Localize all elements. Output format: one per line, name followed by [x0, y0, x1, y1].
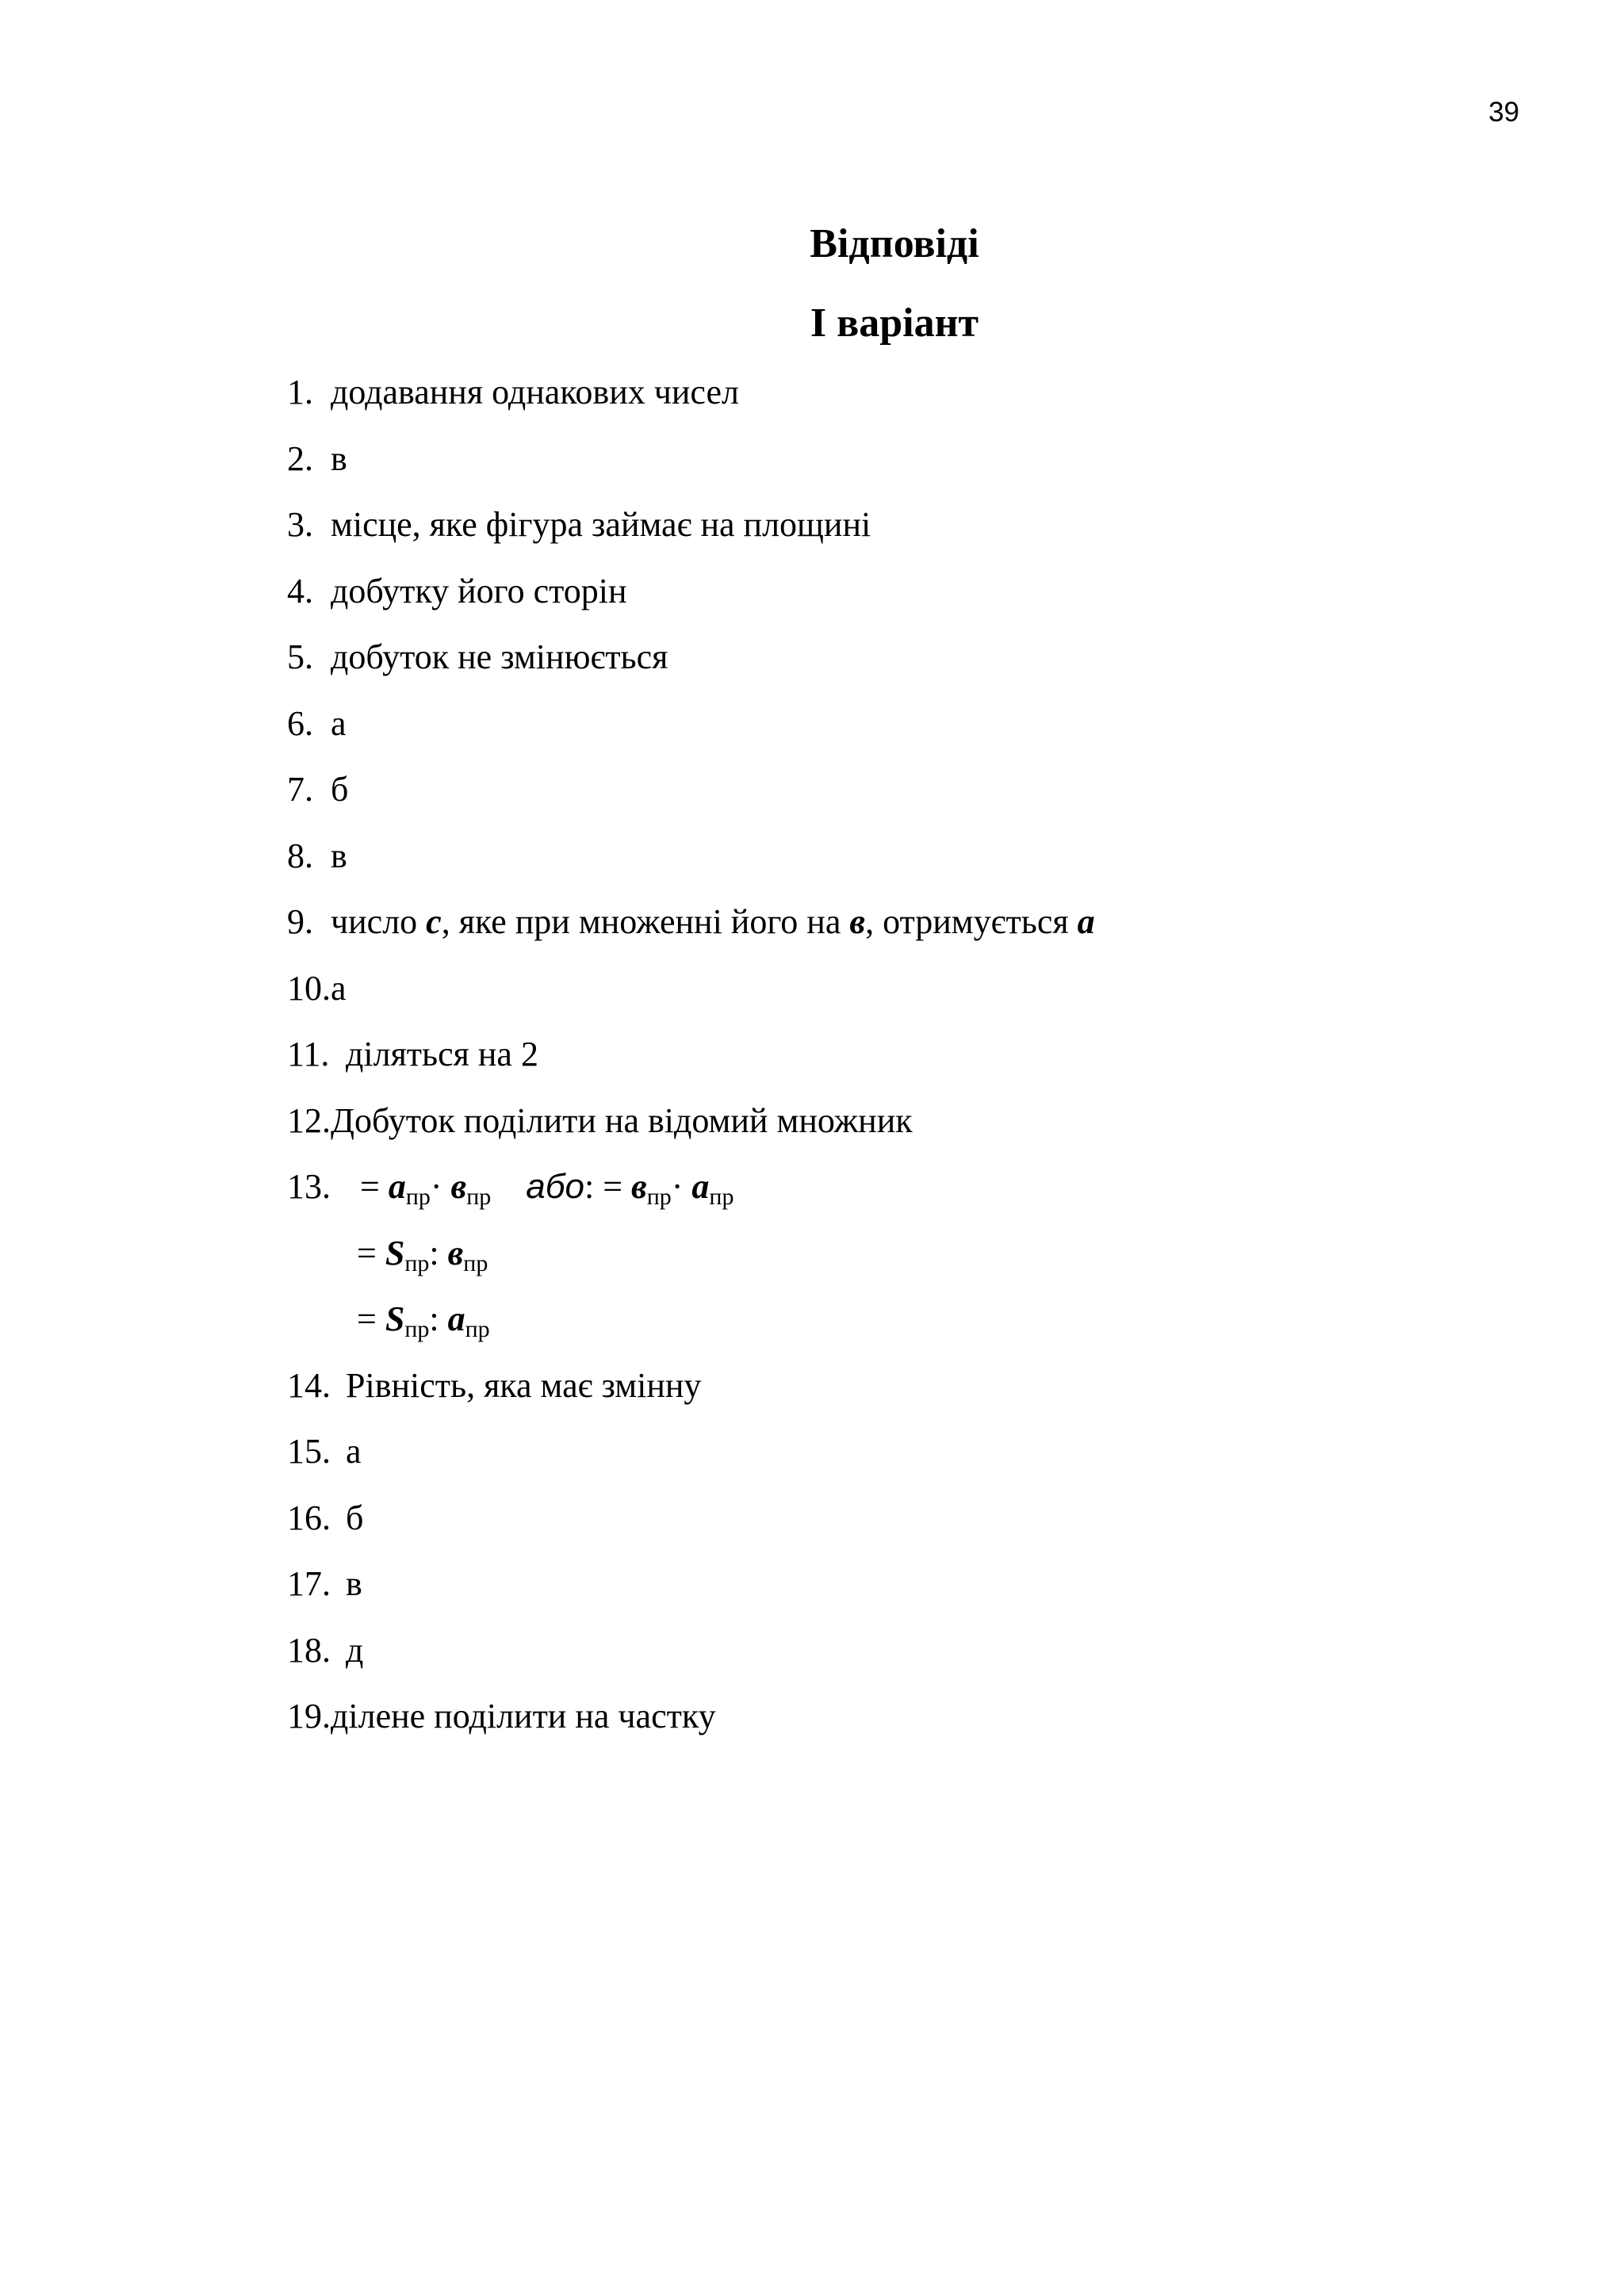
- formula-variable: а: [447, 1299, 465, 1338]
- formula-subscript: пр: [466, 1184, 492, 1210]
- formula-variable: а: [388, 1167, 406, 1206]
- answer-number: 3.: [287, 505, 313, 544]
- answer-number: 8.: [287, 836, 313, 875]
- answer-item-13-line-2: [287, 1227, 1095, 1294]
- answer-text: додавання однакових чисел: [331, 373, 739, 411]
- answer-text: Рівність, яка має змінну: [346, 1365, 702, 1405]
- answer-number: 19.: [287, 1697, 331, 1735]
- answer-item-17: [287, 1558, 1095, 1624]
- answer-text: добуток не змінюється: [331, 637, 668, 676]
- formula-subscript: пр: [404, 1316, 430, 1342]
- answer-number: 16.: [287, 1498, 331, 1537]
- formula-subscript: пр: [405, 1184, 431, 1210]
- formula-equals: =: [357, 1299, 385, 1338]
- answer-text: а: [331, 968, 347, 1008]
- formula-subscript: пр: [463, 1249, 488, 1276]
- answer-number: 13.: [287, 1167, 331, 1206]
- answer-item-13: [287, 1161, 1095, 1227]
- answers-list: [287, 366, 1095, 1757]
- answer-item-6: [287, 698, 1095, 764]
- answer-item-1: [287, 366, 1095, 433]
- formula-equals: =: [360, 1167, 389, 1206]
- formula-operator: ·: [671, 1167, 692, 1206]
- answer-item-2: [287, 433, 1095, 499]
- answer-text: д: [346, 1630, 364, 1670]
- formula-variable: в: [631, 1167, 647, 1206]
- answer-item-16: [287, 1492, 1095, 1559]
- formula-operator: :: [429, 1233, 448, 1272]
- formula-variable: S: [385, 1299, 405, 1338]
- answer-number: 7.: [287, 770, 313, 809]
- formula-variable: а: [691, 1167, 710, 1206]
- formula-subscript: пр: [404, 1249, 430, 1276]
- answer-number: 2.: [287, 438, 313, 478]
- answer-item-11: [287, 1028, 1095, 1095]
- answer-item-7: [287, 763, 1095, 830]
- answer-text: в: [346, 1564, 362, 1603]
- answer-item-12: [287, 1095, 1095, 1161]
- answer-text: , отримується: [865, 902, 1078, 941]
- answer-number: 17.: [287, 1564, 331, 1603]
- answer-item-14: [287, 1360, 1095, 1426]
- answer-text: ділене поділити на частку: [331, 1697, 716, 1735]
- answer-number: 15.: [287, 1432, 331, 1471]
- variable-a: а: [1077, 902, 1095, 941]
- answer-number: 10.: [287, 968, 331, 1008]
- formula-subscript: пр: [709, 1184, 734, 1210]
- variable-b: в: [849, 902, 866, 941]
- formula-operator: :: [429, 1299, 448, 1338]
- answer-number: 14.: [287, 1365, 331, 1405]
- answer-text: а: [346, 1432, 362, 1471]
- answer-number: 6.: [287, 703, 313, 743]
- answer-text: число: [331, 902, 427, 941]
- answer-number: 5.: [287, 637, 313, 676]
- answer-text: б: [346, 1498, 364, 1537]
- formula-subscript: пр: [465, 1316, 490, 1342]
- answer-text: Добуток поділити на відомий множник: [331, 1100, 913, 1140]
- answer-text: , яке при множенні його на: [441, 902, 850, 941]
- answer-number: 9.: [287, 902, 313, 941]
- answer-item-4: [287, 565, 1095, 632]
- answer-item-10: [287, 962, 1095, 1029]
- variable-c: с: [426, 902, 442, 941]
- answer-item-13-line-3: [287, 1293, 1095, 1360]
- answer-item-3: [287, 499, 1095, 565]
- answer-number: 1.: [287, 373, 313, 411]
- answer-text: добутку його сторін: [331, 571, 627, 610]
- formula-subscript: пр: [646, 1184, 672, 1210]
- answer-number: 18.: [287, 1630, 331, 1670]
- answer-item-15: [287, 1425, 1095, 1492]
- formula-or-word: або: [526, 1167, 584, 1206]
- answer-number: 4.: [287, 571, 313, 610]
- answer-item-9: [287, 896, 1095, 962]
- answer-item-8: [287, 830, 1095, 897]
- variant-heading: І варіант: [810, 300, 979, 346]
- answer-number: 12.: [287, 1100, 331, 1140]
- answer-text: діляться на 2: [346, 1035, 538, 1073]
- answer-text: б: [331, 770, 349, 809]
- formula-operator: ·: [430, 1167, 451, 1206]
- answer-text: в: [331, 438, 347, 478]
- formula-equals: =: [357, 1233, 385, 1272]
- answer-item-5: [287, 631, 1095, 698]
- answer-text: місце, яке фігура займає на площині: [331, 505, 871, 544]
- page-title: Відповіді: [810, 221, 979, 266]
- formula-operator: : =: [584, 1167, 632, 1206]
- answer-text: в: [331, 836, 347, 875]
- answer-number: 11.: [287, 1035, 330, 1073]
- formula-variable: в: [450, 1167, 467, 1206]
- answer-item-18: [287, 1624, 1095, 1691]
- formula-variable: S: [385, 1233, 405, 1272]
- answer-item-19: [287, 1690, 1095, 1757]
- answer-text: а: [331, 703, 347, 743]
- formula-variable: в: [447, 1233, 464, 1272]
- page-number: 39: [1488, 97, 1519, 128]
